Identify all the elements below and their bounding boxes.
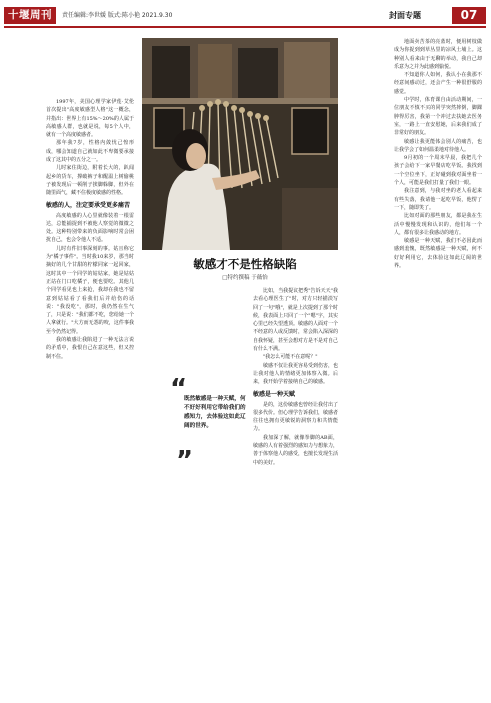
paragraph: 地面卖苦茶的亮蓝时，便用树枝做成为你捉到到草丛里的凉风土埔上。这种别人看来由于无聊的举动，我自己却乐意为之并为此感到愉悦。: [394, 39, 482, 70]
paragraph: 敏感不仅让我更容易受到伤害，也让我对他人的情绪更加体察入微。后来，我开始学着接纳自己的敏感。: [253, 362, 338, 386]
paragraph: 儿时有件旧事深刻的事。姑且称它为"橘子事件"。当时我10来岁，那当时摘好的几个甘甜的柠檬同家一起回家，这时其中一个同学的姑姑家，她是姑姑正站在门口吃橘子，便也要吃。其他几个同学看见也上来抢，我却在我也不留意到姑姑看了看我们后并给伤的话说："我没吃"，那时，我仍然在生气了，只是说："我们都不吃，您给她一个人拿就行。"大方而无怨的咬，这件事我至今仍然记得。: [46, 245, 134, 335]
paragraph: 儿时家住街边，附着长大的，趴闻起乡的货车，撑破裤子和醒温上树偷桃子被发现后一顿削子挨脚躲脚，但外在随里面气，藏不住极度敏感的性格。: [46, 165, 134, 197]
photo-girl-craft-icon: [142, 38, 338, 250]
brand-label: 十堰周刊: [4, 7, 56, 24]
paragraph: 那年我7岁，性格内敛忧己惶形成，哪会知道自己就如此不卑微要承接成了这其中的五分之一。: [46, 140, 134, 164]
column-4: [394, 38, 482, 698]
page-number: 07: [452, 7, 486, 24]
pull-quote: 既然敏感是一种天赋，何不好好利用它带给我们的感知力，去体验这如此辽阔的世界。: [184, 396, 246, 429]
paragraph: 敏感是一种天赋，我们不必因此而感到羞愧，既然敏感是一种天赋，何不好好利用它，去体验这如此辽阔的世界。: [394, 238, 482, 270]
paragraph: "我怎么可能不在意呢？": [263, 354, 318, 361]
paragraph: 是的，这份敏感也曾经让我付出了很多代价。但心理学告诉我们，敏感者往往也拥有更敏锐的洞察力和共情能力。: [253, 401, 338, 433]
section-title: 封面专题: [389, 11, 421, 20]
close-quote-icon: ”: [176, 446, 194, 476]
masthead-rule: [4, 26, 486, 28]
article-photo: [142, 38, 338, 250]
article-title: 敏感才不是性格缺陷: [193, 257, 297, 271]
column-1: [46, 98, 134, 698]
paragraph: 比如对面的那些朋友，都是我在生活中慢慢发现和认识的，他们每一个人，都有很多让我感动的地方。: [394, 213, 482, 236]
paragraph: 不知道你人如何，我认小在我那不经意间感动过，还会产生一种很舒服的感觉。: [394, 72, 482, 95]
paragraph: 我注意到，与我对坐的老人看起来有些失落，我请他一起吃早饭，他愣了一下，随即笑了。: [394, 188, 482, 211]
subheading-1: 敏感的人，注定要承受更多痛苦: [46, 201, 131, 209]
paragraph: 比如，当我提议把秀"告诉天天"我去看心理医生了"时，对方只轻描淡写回了一句"哦"，就是上次提到了那个时候，我表面上只回了一个"嗯"字，其实心里已经失望透顶。敏感的人面对一个不经意的人或反馈时，常会陷入深深的自我怀疑，甚至会想对方是不是对自己有什么不满。: [253, 288, 338, 353]
paragraph: 1997年，美国心理学家伊莲·艾伦首次提出"高度敏感型人格"这一概念，并指出：世界上有15%～20%的人属于高敏感人群，也就是说，每5个人中，就有一个高度敏感者。: [46, 99, 134, 139]
paragraph: 我加深了解，就像拳脚的AB面，敏感的人有着强烈的感知力与想象力，善于体察他人的感受，也擅长发现生活中的美好。: [253, 434, 338, 466]
paragraph: 我的敏感让我陷进了一种无法言说的矛盾中，我恨自己在意这些，但又控制不住。: [46, 337, 134, 360]
paragraph: 高度敏感的人心里就像装着一根雷达，总能捕捉到不被他人察觉的微微之处。这种特别带来的负面影响时常会困扰自己，也会令他人不适。: [46, 212, 134, 244]
subheading-2: 敏感是一种天赋: [253, 390, 296, 398]
open-quote-icon: “: [170, 374, 188, 404]
paragraph: 敏感让我更能体会别人的痛苦，也让我学会了如何温柔地对待他人。: [394, 138, 482, 153]
paragraph: 中学时，体育课自由活动期间，一位朋友不慎不买的同学突然摔倒，脚踝肿得厉害，我第一个冲过去扶她去医务室，一路上一直安慰她，后来我们成了非常好的朋友。: [394, 97, 482, 137]
editor-meta: 责任编辑:李世媛 版式:陈小艳 2021.9.30: [62, 12, 173, 19]
article-byline: □特约撰稿 于薇怡: [222, 275, 268, 281]
paragraph: 9月初的一个周末早晨，我把几个孩子会给下一家早餐店吃早饭。我找到一个空位坐下，正好碰到我对面坐着一个人，可能是我们打量了我们一眼。: [394, 155, 482, 187]
masthead: [0, 0, 491, 30]
column-2: [253, 287, 338, 697]
